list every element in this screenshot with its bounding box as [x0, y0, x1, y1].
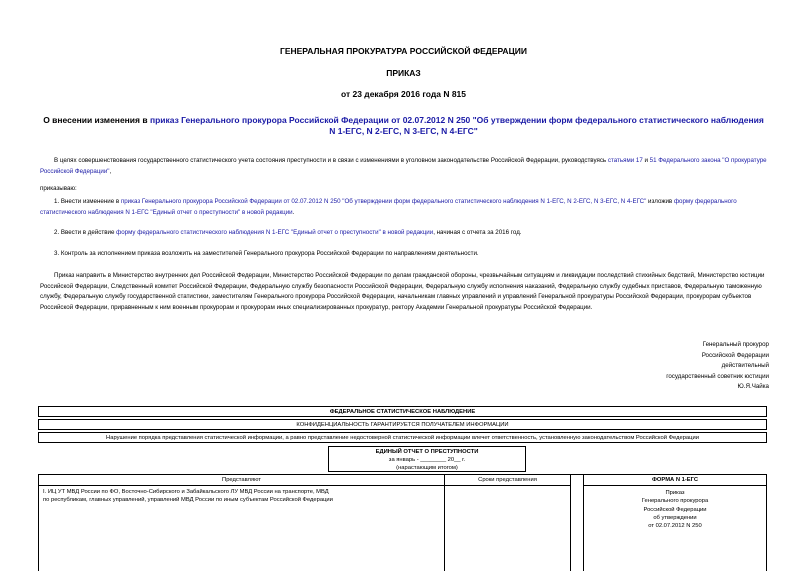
- approval-line-3: Российской Федерации: [643, 506, 707, 513]
- form-approval-block: [584, 486, 766, 530]
- item-2: [40, 228, 770, 239]
- item1-order-link[interactable]: приказ Генерального прокурора Российской Федерации от 02.07.2012 N 250 "Об утверждении форм федерального статистического наблюдения N 1-ЕГС, N 2-ЕГС, N 3-ЕГС, N 4-ЕГС": [120, 198, 647, 205]
- item2-end: , начиная с отчета за 2016 год.: [433, 229, 522, 236]
- item2-form-link[interactable]: форму федерального статистического наблюдения N 1-ЕГС "Единый отчет о преступности" в новой редакции: [116, 229, 434, 236]
- signature-block: [666, 340, 769, 393]
- approval-line-1: Приказ: [665, 490, 685, 496]
- link-article-17[interactable]: статьями 17: [607, 157, 643, 164]
- link-article-51[interactable]: 51: [649, 157, 657, 164]
- document-date-number: от 23 декабря 2016 года N 815: [340, 89, 467, 99]
- form-box-liability-notice: Нарушение порядка представления статистической информации, а равно представление недостоверной статистической информации влечет ответственность, установленную законодательством Российской Федерации: [38, 432, 767, 443]
- report-title: ЕДИНЫЙ ОТЧЕТ О ПРЕСТУПНОСТИ: [375, 449, 479, 455]
- intro-text: В целях совершенствования государственного статистического учета состояния преступности и в связи с изменениями в уголовном законодательстве Российской Федерации, руководствуясь: [54, 157, 608, 164]
- signature-line-2: Российской Федерации: [701, 351, 769, 359]
- subject-prefix: О внесении изменения в: [43, 115, 150, 125]
- item1-prefix: 1. Внести изменение в: [54, 198, 121, 205]
- intro-and: и: [642, 157, 650, 164]
- column-submitters: [39, 475, 445, 571]
- report-period: за январь - ________ 20__ г.: [388, 457, 466, 463]
- intro-paragraph: [40, 156, 770, 177]
- subject-link[interactable]: приказ Генерального прокурора Российской Федерации от 02.07.2012 N 250 "Об утверждении форм федерального статистического наблюдения N 1-ЕГС, N 2-ЕГС, N 3-ЕГС, N 4-ЕГС": [149, 115, 764, 136]
- form-box-federal-observation: ФЕДЕРАЛЬНОЕ СТАТИСТИЧЕСКОЕ НАБЛЮДЕНИЕ: [38, 406, 767, 417]
- form-box-confidentiality: КОНФИДЕНЦИАЛЬНОСТЬ ГАРАНТИРУЕТСЯ ПОЛУЧАТЕЛЕМ ИНФОРМАЦИИ: [38, 419, 767, 430]
- column-header-deadlines: Сроки представления: [445, 475, 570, 486]
- report-cumulative: (нарастающим итогом): [396, 465, 458, 471]
- item2-prefix: 2. Ввести в действие: [54, 229, 117, 236]
- column-deadlines: [445, 475, 571, 571]
- document-subject: [40, 115, 767, 137]
- column-header-form-number: ФОРМА N 1-ЕГС: [584, 475, 766, 486]
- intro-end: ,: [109, 167, 112, 175]
- submitters-text: I. ИЦ УТ МВД России по ФО, Восточно-Сибирского и Забайкальского ЛУ МВД России на транспорте, МВД по республикам, главных управлений, управлений МВД России по иным субъектам Российской Федерации: [43, 489, 333, 503]
- approval-line-4: об утверждении: [653, 514, 697, 521]
- item-1: [40, 197, 770, 218]
- item-3: 3. Контроль за исполнением приказа возложить на заместителей Генерального прокурора Российской Федерации по направлениям деятельности.: [54, 250, 479, 257]
- signature-line-1: Генеральный прокурор: [702, 341, 769, 348]
- column-form-number: [583, 475, 766, 571]
- approval-line-2: Генерального прокурора: [641, 498, 709, 505]
- distribution-paragraph: Приказ направить в Министерство внутренних дел Российской Федерации, Министерство Российской Федерации по делам гражданской обороны, чрезвычайным ситуациям и ликвидации последствий стихийных бедствий, Министерство юстиции Российской Федерации, Следственный комитет Российской Федерации, Федеральную службу безопасности Российской Федерации, Федеральную службу исполнения наказаний, Федеральную службу судебных приставов, Федеральную таможенную службу, Федеральную службу государственной статистики, заместителям Генерального прокурора Российской Федерации, начальникам главных управлений и управлений Генеральной прокуратуры Российской Федерации, прокурорам субъектов Российской Федерации, приравненным к ним военным прокурорам и прокурорам иных специализированных прокуратур, ректору Академии Генеральной прокуратуры Российской Федерации.: [40, 272, 765, 311]
- column-header-submitters: Представляют: [39, 475, 444, 486]
- document-type: ПРИКАЗ: [386, 68, 421, 78]
- form-table: [38, 474, 767, 571]
- signature-line-4: государственный советник юстиции: [666, 372, 769, 380]
- report-title-box: [328, 446, 526, 472]
- signature-name: Ю.Я.Чайка: [737, 383, 769, 391]
- signature-line-3: действительный: [721, 362, 769, 370]
- link-prosecutor-law[interactable]: Федерального закона "О прокуратуре Российской Федерации": [40, 157, 767, 175]
- order-word: приказываю:: [40, 185, 77, 192]
- item1-form-link[interactable]: форму федерального статистического наблюдения N 1-ЕГС "Единый отчет о преступности" в новой редакции: [40, 198, 737, 216]
- item1-mid: изложив: [646, 198, 674, 205]
- item1-end: .: [292, 208, 295, 216]
- approval-line-5: от 02.07.2012 N 250: [648, 523, 702, 530]
- organization-title: ГЕНЕРАЛЬНАЯ ПРОКУРАТУРА РОССИЙСКОЙ ФЕДЕРАЦИИ: [280, 46, 527, 56]
